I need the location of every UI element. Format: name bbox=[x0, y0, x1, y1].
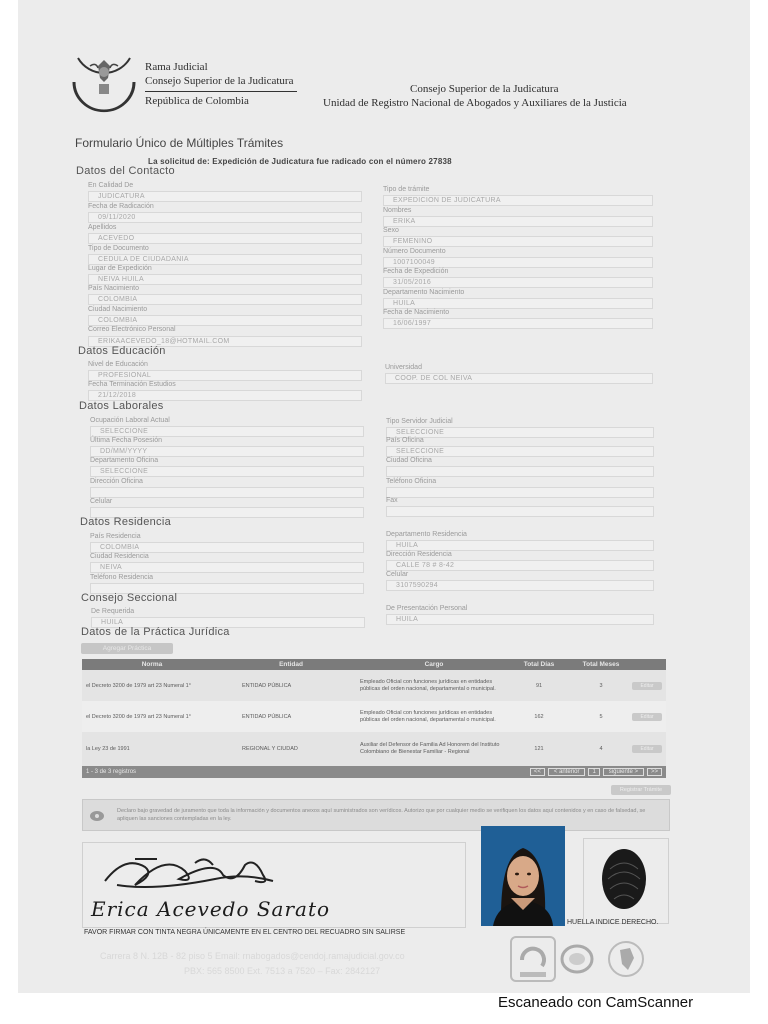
field-label: Sexo bbox=[383, 227, 399, 234]
field-label: De Requerida bbox=[91, 608, 135, 615]
field-value: COLOMBIA bbox=[98, 317, 138, 324]
colombia-map-logo bbox=[604, 940, 648, 978]
fax-field[interactable] bbox=[386, 506, 654, 517]
field-label: Dirección Residencia bbox=[386, 551, 452, 558]
cell-entidad: ENTIDAD PÚBLICA bbox=[242, 713, 292, 720]
field-label: Ciudad Residencia bbox=[90, 553, 149, 560]
declaration-text: Declaro bajo gravedad de juramento que toda la información y documentos anexos aquí suministrados son verídicos. Autorizo que por cualquier medio se verifiquen los datos aquí contenidos y en caso de falsedad, se apliquen las sanciones contempladas en la ley. bbox=[117, 808, 646, 822]
field-label: Ciudad Oficina bbox=[386, 457, 432, 464]
nombres-field[interactable] bbox=[383, 216, 653, 227]
field-label: País Nacimiento bbox=[88, 285, 139, 292]
section-practica: Datos de la Práctica Jurídica bbox=[81, 626, 230, 638]
rama-judicial: Rama Judicial bbox=[145, 61, 208, 73]
judicial-seal bbox=[72, 48, 136, 114]
field-label: País Oficina bbox=[386, 437, 424, 444]
footer-address: Carrera 8 N. 12B - 82 piso 5 Email: rnabogados@cendoj.ramajudicial.gov.co bbox=[100, 951, 405, 961]
field-label: Teléfono Residencia bbox=[90, 574, 154, 581]
section-contacto: Datos del Contacto bbox=[76, 165, 175, 177]
field-value: ERIKAACEVEDO_18@HOTMAIL.COM bbox=[98, 338, 230, 345]
field-value: 16/06/1997 bbox=[393, 320, 432, 327]
header-title: Consejo Superior de la Judicatura bbox=[410, 83, 559, 95]
field-label: Lugar de Expedición bbox=[88, 265, 152, 272]
cell-norma: la Ley 23 de 1991 bbox=[86, 746, 130, 752]
radicado-notice: La solicitud de: Expedición de Judicatura fue radicado con el número 27838 bbox=[148, 157, 452, 166]
field-value: SELECCIONE bbox=[100, 468, 149, 475]
pager-prev-button[interactable]: < anterior bbox=[548, 768, 586, 776]
field-label: Teléfono Oficina bbox=[386, 478, 437, 485]
editar-button[interactable]: Editar bbox=[632, 713, 662, 721]
field-label: Tipo Servidor Judicial bbox=[386, 418, 453, 425]
ciudad-oficina-field[interactable] bbox=[386, 466, 654, 477]
footer-phone: PBX: 565 8500 Ext. 7513 a 7520 – Fax: 2842127 bbox=[184, 966, 381, 976]
field-label: Fecha Terminación Estudios bbox=[88, 381, 176, 388]
telefono-oficina-field[interactable] bbox=[386, 487, 654, 498]
field-value: CEDULA DE CIUDADANIA bbox=[98, 256, 189, 263]
field-label: Ocupación Laboral Actual bbox=[90, 417, 170, 424]
cell-dias: 121 bbox=[534, 746, 544, 752]
field-value: HUILA bbox=[396, 542, 419, 549]
cell-entidad: ENTIDAD PÚBLICA bbox=[242, 682, 292, 689]
table-header bbox=[82, 659, 666, 670]
thumbprint-box bbox=[583, 838, 669, 924]
field-value: NEIVA HUILA bbox=[98, 276, 144, 283]
col-entidad: Entidad bbox=[279, 661, 303, 668]
cell-meses: 5 bbox=[599, 713, 603, 720]
field-label: Apellidos bbox=[88, 224, 117, 231]
field-label: Dirección Oficina bbox=[90, 478, 143, 485]
field-value: HUILA bbox=[393, 300, 416, 307]
editar-button[interactable]: Editar bbox=[632, 745, 662, 753]
thumb-label: HUELLA INDICE DERECHO. bbox=[567, 919, 659, 926]
cell-cargo: Auxiliar del Defensor de Familia Ad Honorem del Instituto Colombiano de Bienestar Familiar - Regional bbox=[360, 742, 500, 755]
signature-handwritten-name: Erica Acevedo Sarato bbox=[91, 897, 331, 921]
scanned-document bbox=[18, 0, 750, 993]
seccional-presentacion-field[interactable] bbox=[386, 614, 654, 625]
info-icon bbox=[89, 809, 105, 827]
pager-info: 1 - 3 de 3 registros bbox=[86, 769, 137, 775]
cell-dias: 91 bbox=[535, 682, 543, 689]
col-dias: Total Días bbox=[523, 661, 555, 668]
scanner-watermark: Escaneado con CamScanner bbox=[498, 994, 694, 1011]
sign-instruction: FAVOR FIRMAR CON TINTA NEGRA ÚNICAMENTE EN EL CENTRO DEL RECUADRO SIN SALIRSE bbox=[84, 929, 406, 936]
departamento-nacimiento-field[interactable] bbox=[383, 298, 653, 309]
editar-button[interactable]: Editar bbox=[632, 682, 662, 690]
field-label: Nivel de Educación bbox=[88, 361, 148, 368]
republica-colombia: República de Colombia bbox=[145, 95, 249, 107]
pager-page[interactable]: 1 bbox=[588, 768, 599, 776]
field-value: COLOMBIA bbox=[98, 296, 138, 303]
pager-next-button[interactable]: siguiente > bbox=[603, 768, 644, 776]
signature-mark bbox=[95, 845, 295, 897]
field-label: De Presentación Personal bbox=[386, 605, 468, 612]
field-value: ACEVEDO bbox=[98, 235, 135, 242]
field-value: 09/11/2020 bbox=[98, 214, 136, 221]
field-value: DD/MM/YYYY bbox=[100, 448, 148, 455]
field-value: SELECCIONE bbox=[396, 429, 445, 436]
field-label: Fax bbox=[386, 497, 398, 504]
field-label: Número Documento bbox=[383, 248, 446, 255]
field-value: CALLE 78 # 8-42 bbox=[396, 562, 455, 569]
field-value: 21/12/2018 bbox=[98, 392, 137, 399]
field-label: Correo Electrónico Personal bbox=[88, 326, 176, 333]
agregar-practica-button[interactable]: Agregar Práctica bbox=[81, 643, 173, 654]
field-label: Celular bbox=[386, 571, 409, 578]
registrar-tramite-button[interactable]: Registrar Trámite bbox=[611, 785, 671, 795]
signature-box bbox=[82, 842, 466, 928]
cell-entidad: REGIONAL Y CIUDAD bbox=[242, 746, 298, 752]
field-value: COLOMBIA bbox=[100, 544, 140, 551]
field-label: Fecha de Radicación bbox=[88, 203, 154, 210]
field-value: COOP. DE COL NEIVA bbox=[395, 375, 473, 382]
field-value: HUILA bbox=[101, 619, 124, 626]
table-row bbox=[82, 701, 666, 732]
ciudad-residencia-field[interactable] bbox=[90, 562, 364, 573]
field-value: 1007100049 bbox=[393, 259, 435, 266]
col-norma: Norma bbox=[141, 661, 163, 668]
field-label: Universidad bbox=[385, 364, 422, 371]
field-label: Celular bbox=[90, 498, 113, 505]
field-value: EXPEDICION DE JUDICATURA bbox=[393, 197, 501, 204]
pager-first-button[interactable]: << bbox=[530, 768, 545, 776]
direccion-oficina-field[interactable] bbox=[90, 487, 364, 498]
cell-norma: el Decreto 3200 de 1979 art 23 Numeral 1° bbox=[86, 682, 191, 689]
cell-cargo: Empleado Oficial con funciones jurídicas en entidades públicas del orden nacional, departamental o municipal. bbox=[360, 709, 496, 723]
thumbprint-mark bbox=[584, 839, 668, 923]
field-label: Fecha de Expedición bbox=[383, 268, 449, 275]
field-label: En Calidad De bbox=[88, 182, 134, 189]
col-cargo: Cargo bbox=[424, 661, 444, 668]
field-label: Departamento Residencia bbox=[386, 531, 467, 538]
field-label: Última Fecha Posesión bbox=[90, 437, 162, 444]
section-seccional: Consejo Seccional bbox=[81, 592, 178, 604]
cell-norma: el Decreto 3200 de 1979 art 23 Numeral 1° bbox=[86, 713, 191, 720]
field-label: Fecha de Nacimiento bbox=[383, 309, 450, 316]
section-residencia: Datos Residencia bbox=[80, 516, 172, 528]
field-value: HUILA bbox=[396, 616, 419, 623]
field-value: 3107590294 bbox=[396, 582, 438, 589]
field-label: Departamento Oficina bbox=[90, 457, 159, 464]
field-label: Tipo de trámite bbox=[383, 186, 430, 193]
header-rule bbox=[145, 91, 297, 92]
field-label: País Residencia bbox=[90, 533, 141, 540]
section-educacion: Datos Educación bbox=[78, 345, 166, 357]
declaration-box bbox=[82, 799, 670, 831]
field-label: Nombres bbox=[383, 207, 412, 214]
cell-cargo: Empleado Oficial con funciones jurídicas en entidades públicas del orden nacional, departamental o municipal. bbox=[360, 678, 496, 692]
field-label: Ciudad Nacimiento bbox=[88, 306, 148, 313]
field-value: JUDICATURA bbox=[98, 193, 145, 200]
section-laborales: Datos Laborales bbox=[79, 400, 164, 412]
field-value: ERIKA bbox=[393, 218, 416, 225]
cell-dias: 162 bbox=[534, 713, 544, 720]
applicant-photo bbox=[481, 826, 565, 926]
col-meses: Total Meses bbox=[582, 661, 620, 668]
pager-last-button[interactable]: >> bbox=[647, 768, 662, 776]
consejo-superior: Consejo Superior de la Judicatura bbox=[145, 75, 294, 87]
table-row bbox=[82, 732, 666, 766]
field-value: SELECCIONE bbox=[396, 448, 445, 455]
certification-logo bbox=[510, 936, 556, 982]
cell-meses: 3 bbox=[599, 682, 603, 689]
table-pager bbox=[82, 766, 666, 778]
form-title: Formulario Único de Múltiples Trámites bbox=[75, 136, 284, 150]
practica-table bbox=[82, 659, 666, 778]
header-subtitle: Unidad de Registro Nacional de Abogados y Auxiliares de la Justicia bbox=[323, 97, 627, 109]
table-row bbox=[82, 670, 666, 701]
field-value: FEMENINO bbox=[393, 238, 433, 245]
field-value: PROFESIONAL bbox=[98, 372, 152, 379]
field-label: Departamento Nacimiento bbox=[383, 289, 465, 296]
field-label: Tipo de Documento bbox=[88, 245, 149, 252]
field-value: NEIVA bbox=[100, 564, 122, 571]
field-value: SELECCIONE bbox=[100, 428, 149, 435]
quality-seal-logo bbox=[560, 944, 594, 974]
departamento-residencia-field[interactable] bbox=[386, 540, 654, 551]
cell-meses: 4 bbox=[599, 746, 603, 752]
field-value: 31/05/2016 bbox=[393, 279, 432, 286]
